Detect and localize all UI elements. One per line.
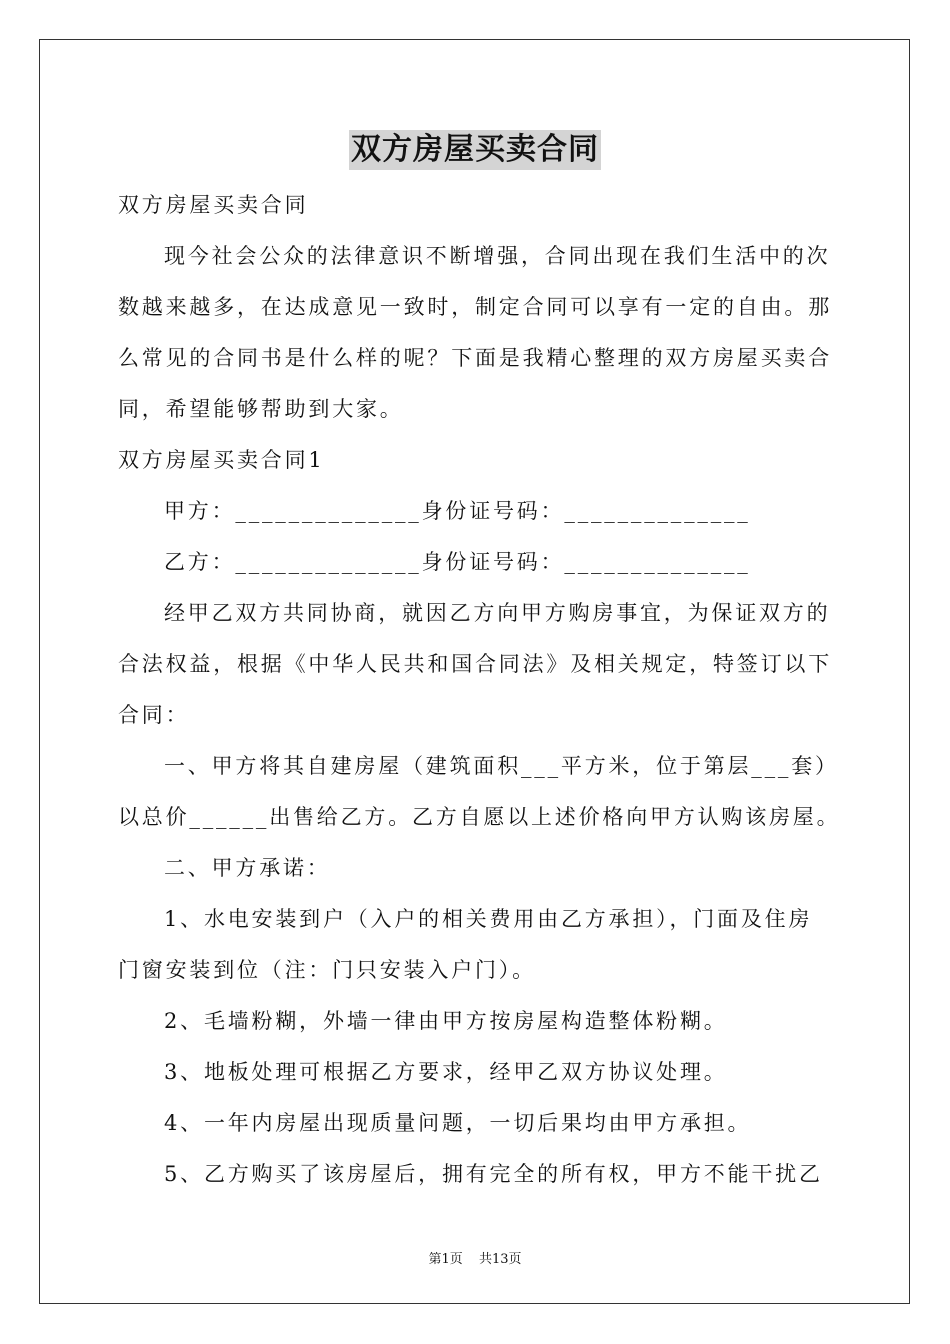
document-title: 双方房屋买卖合同 <box>349 130 601 170</box>
text-line: 乙方：______________身份证号码：______________ <box>164 550 751 574</box>
text-line: 双方房屋买卖合同 <box>118 193 309 217</box>
page-number: 第1页 <box>428 1252 463 1267</box>
page-total: 共13页 <box>478 1252 522 1267</box>
text-line: 数越来越多，在达成意见一致时，制定合同可以享有一定的自由。那 <box>118 295 832 319</box>
text-line: 二、甲方承诺： <box>164 856 331 880</box>
text-line: 合同： <box>118 703 190 727</box>
text-line: 门窗安装到位（注：门只安装入户门）。 <box>118 958 536 982</box>
text-line: 5、乙方购买了该房屋后，拥有完全的所有权，甲方不能干扰乙 <box>164 1162 823 1186</box>
text-line: 现今社会公众的法律意识不断增强，合同出现在我们生活中的次 <box>164 244 831 268</box>
text-line: 2、毛墙粉糊，外墙一律由甲方按房屋构造整体粉糊。 <box>164 1009 728 1033</box>
text-line: 甲方：______________身份证号码：______________ <box>164 499 751 523</box>
document-body <box>118 180 841 1200</box>
page-footer <box>0 1248 950 1267</box>
text-line: 3、地板处理可根据乙方要求，经甲乙双方协议处理。 <box>164 1060 728 1084</box>
text-line: 双方房屋买卖合同1 <box>118 448 325 472</box>
title-container <box>0 130 950 170</box>
text-line: 合法权益，根据《中华人民共和国合同法》及相关规定，特签订以下 <box>118 652 832 676</box>
text-line: 同，希望能够帮助到大家。 <box>118 397 404 421</box>
text-line: 以总价______出售给乙方。乙方自愿以上述价格向甲方认购该房屋。 <box>118 805 841 829</box>
text-line: 4、一年内房屋出现质量问题，一切后果均由甲方承担。 <box>164 1111 752 1135</box>
text-line: 么常见的合同书是什么样的呢？下面是我精心整理的双方房屋买卖合 <box>118 346 832 370</box>
text-line: 一、甲方将其自建房屋（建筑面积___平方米，位于第层___套） <box>164 754 839 778</box>
text-line: 经甲乙双方共同协商，就因乙方向甲方购房事宜，为保证双方的 <box>164 601 831 625</box>
text-line: 1、水电安装到户（入户的相关费用由乙方承担），门面及住房 <box>164 907 813 931</box>
